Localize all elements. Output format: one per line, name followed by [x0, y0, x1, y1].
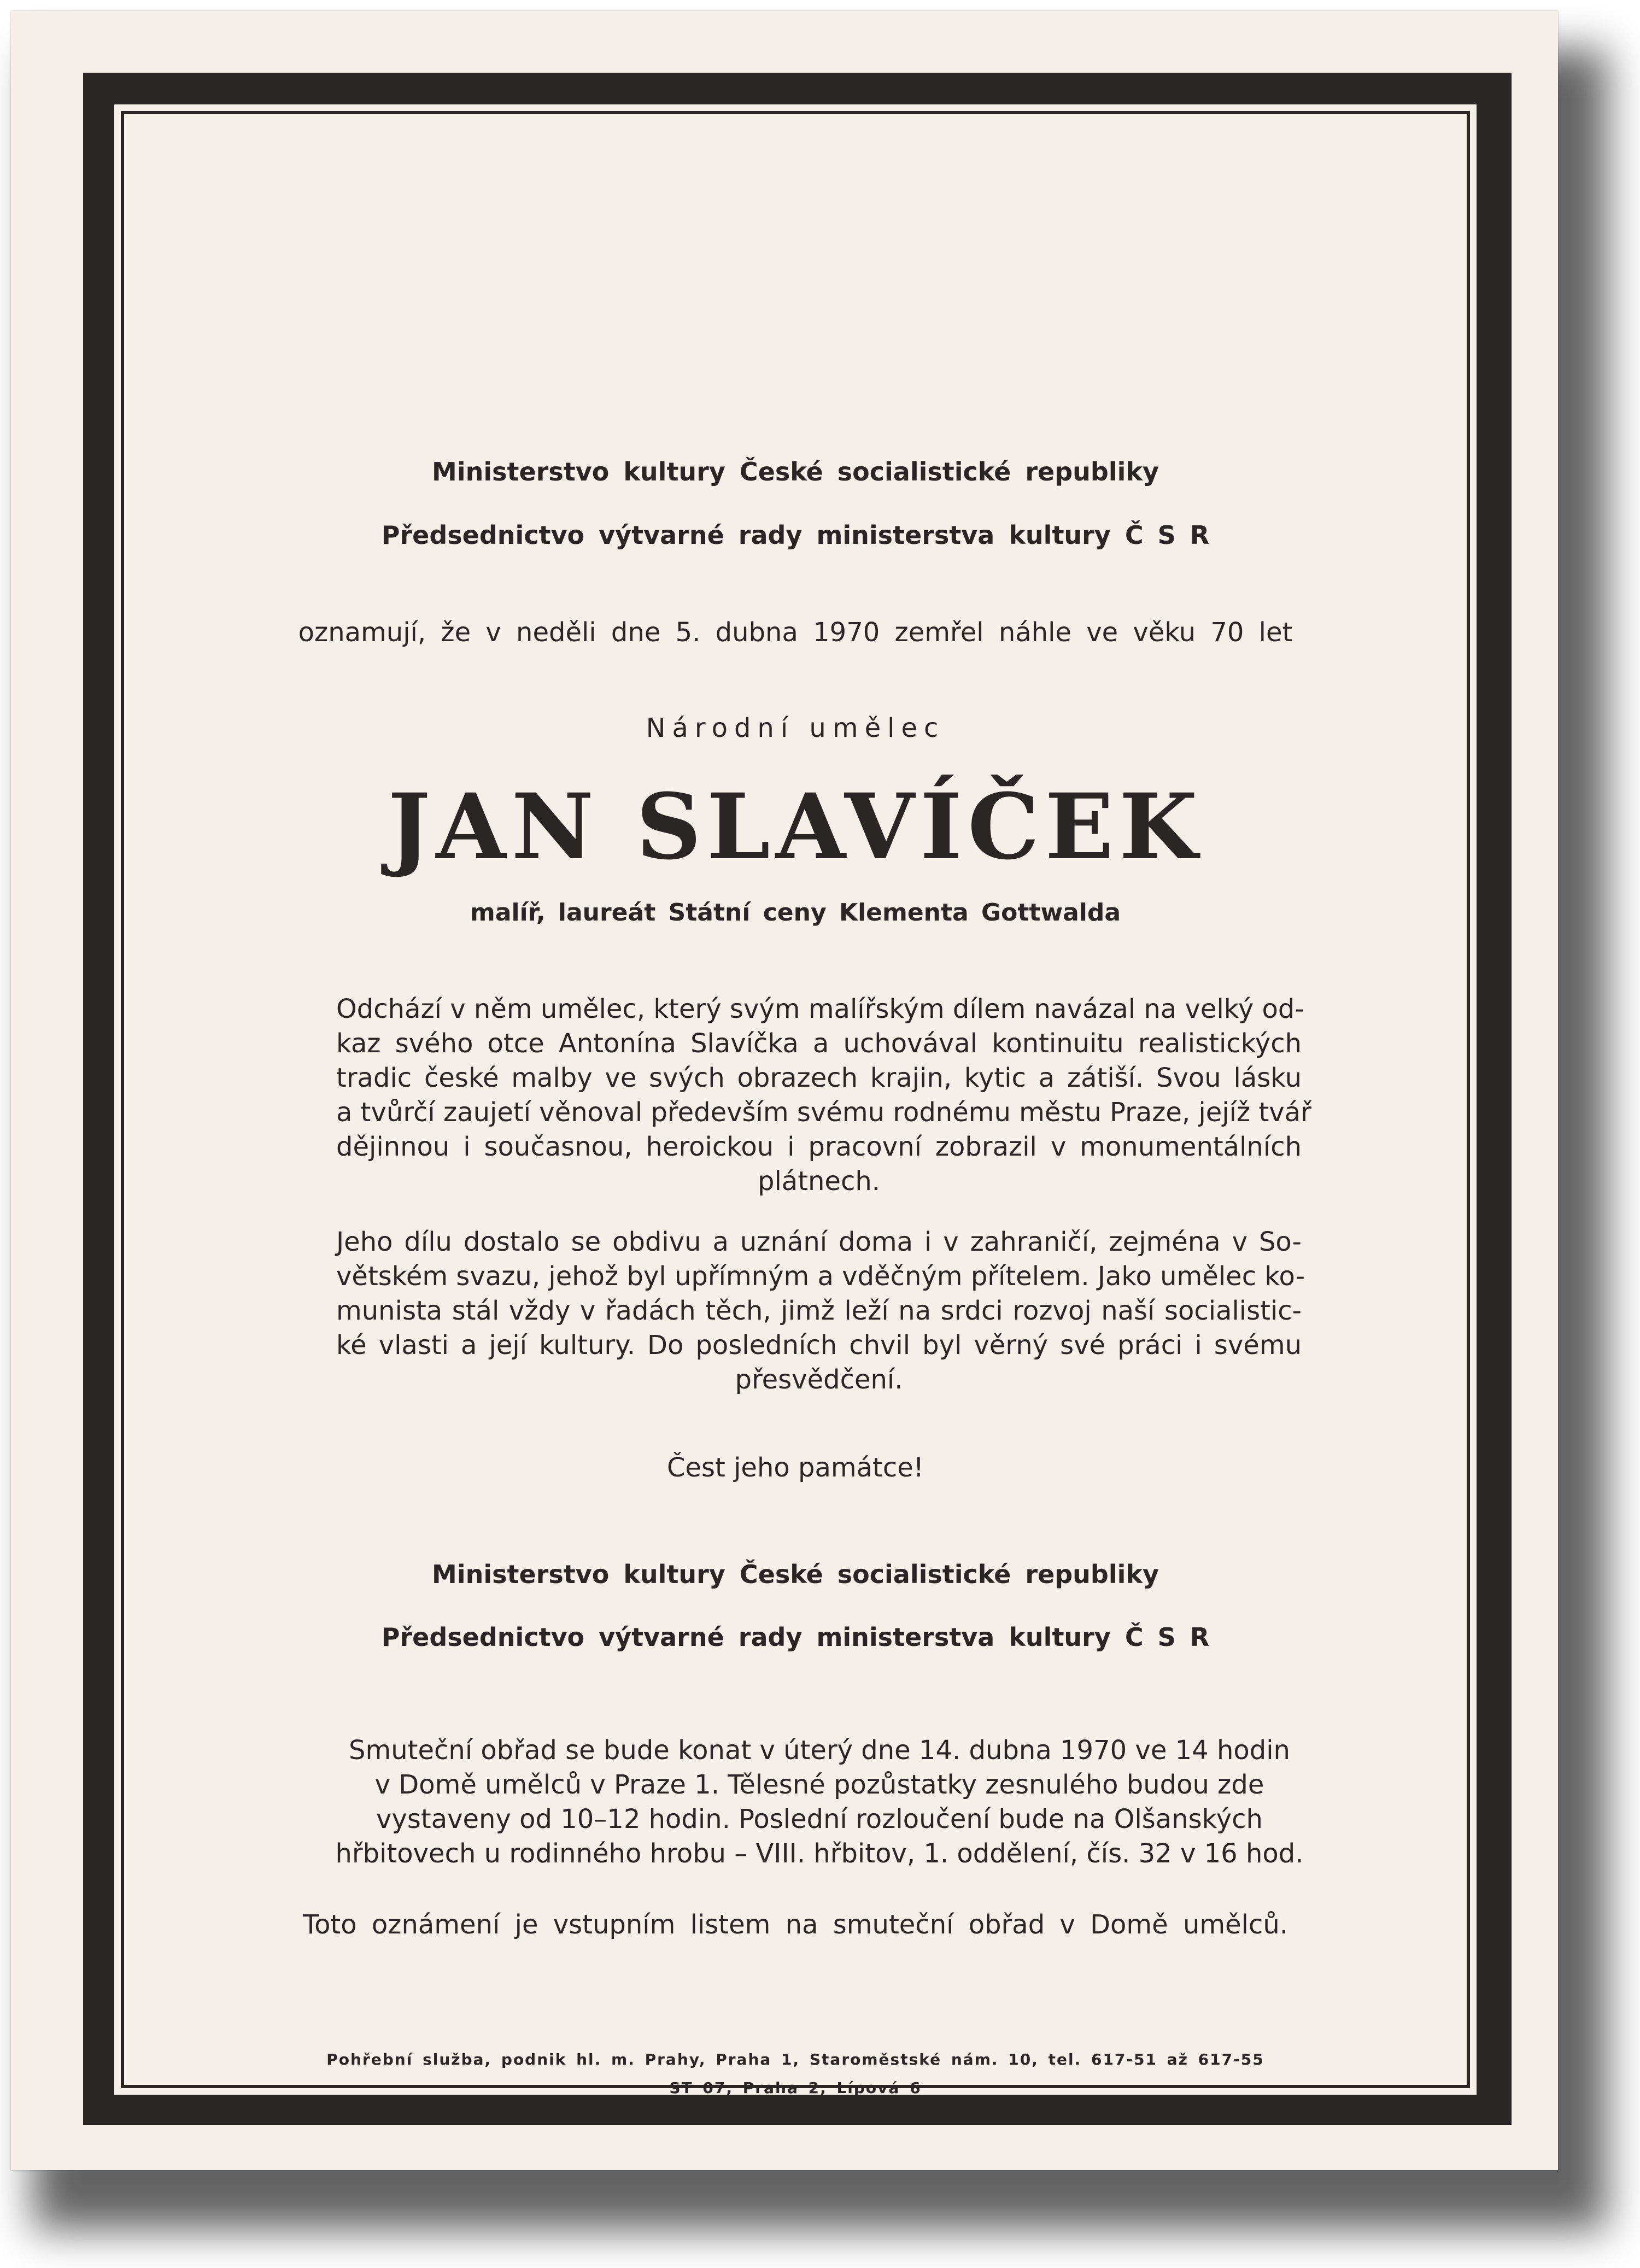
paragraph-tribute-2 [336, 1225, 1305, 1397]
notice-body-area [114, 104, 1477, 2095]
admission-note: Toto oznámení je vstupním listem na smuteční obřad v Domě umělců. [302, 1909, 1288, 1940]
paragraph-1-line: kaz svého otce Antonína Slavíčka a uchovával kontinuitu realistických [336, 1028, 1302, 1059]
deceased-subtitle: malíř, laureát Státní ceny Klementa Gottwalda [470, 899, 1121, 927]
mourning-notice-sheet [11, 11, 1558, 2170]
death-announcement: oznamují, že v neděli dne 5. dubna 1970 zemřel náhle ve věku 70 let [298, 617, 1293, 648]
signature-org-line-2: Předsednictvo výtvarné rady ministerstva kultury Č S R [381, 1622, 1210, 1652]
funeral-line: v Domě umělců v Praze 1. Tělesné pozůstatky zesnulého budou zde [374, 1769, 1264, 1800]
paragraph-1-line: Odchází v něm umělec, který svým malířským dílem navázal na velký od- [336, 994, 1304, 1024]
funeral-line: Smuteční obřad se bude konat v úterý dne 14. dubna 1970 ve 14 hodin [349, 1735, 1290, 1766]
header-org-line-2: Předsednictvo výtvarné rady ministerstva kultury Č S R [381, 520, 1210, 550]
footer-line-2: ST 07, Praha 2, Lípová 6 [669, 2079, 922, 2097]
notice-content [114, 104, 1477, 2095]
signature-org-line-1: Ministerstvo kultury České socialistické republiky [432, 1560, 1159, 1589]
honorific-title: Národní umělec [646, 713, 945, 743]
paragraph-1-line: tradic české malby ve svých obrazech krajin, kytic a zátiší. Svou lásku [336, 1063, 1302, 1093]
paragraph-2-line: munista stál vždy v řadách těch, jimž leží na srdci rozvoj naší socialistic- [336, 1296, 1302, 1326]
paragraph-tribute-1 [336, 992, 1311, 1199]
deceased-name: JAN SLAVÍČEK [388, 773, 1203, 880]
paragraph-1-line: a tvůrčí zaujetí věnoval především svému rodnému městu Praze, jejíž tvář [336, 1097, 1311, 1128]
funeral-line: hřbitovech u rodinného hrobu – VIII. hřbitov, 1. oddělení, čís. 32 v 16 hod. [335, 1838, 1304, 1869]
paragraph-2-line: přesvědčení. [735, 1364, 903, 1395]
paragraph-2-line: Jeho dílu dostalo se obdivu a uznání doma i v zahraničí, zejména v So- [336, 1227, 1302, 1257]
funeral-line: vystaveny od 10–12 hodin. Poslední rozloučení bude na Olšanských [376, 1804, 1263, 1835]
paragraph-2-line: větském svazu, jehož byl upřímným a vděčným přítelem. Jako umělec ko- [336, 1261, 1305, 1292]
paragraph-1-line: dějinnou i současnou, heroickou i pracovní zobrazil v monumentálních [336, 1132, 1302, 1162]
funeral-details [327, 1733, 1311, 1871]
footer-line-1: Pohřební služba, podnik hl. m. Prahy, Praha 1, Staroměstské nám. 10, tel. 617-51 až 617-55 [326, 2050, 1264, 2068]
black-mourning-border [83, 73, 1512, 2125]
header-org-line-1: Ministerstvo kultury České socialistické republiky [432, 457, 1159, 487]
paragraph-2-line: ké vlasti a její kultury. Do posledních chvil byl věrný své práci i svému [336, 1330, 1302, 1361]
paragraph-1-line: plátnech. [757, 1166, 881, 1197]
honor-line: Čest jeho památce! [666, 1452, 924, 1483]
